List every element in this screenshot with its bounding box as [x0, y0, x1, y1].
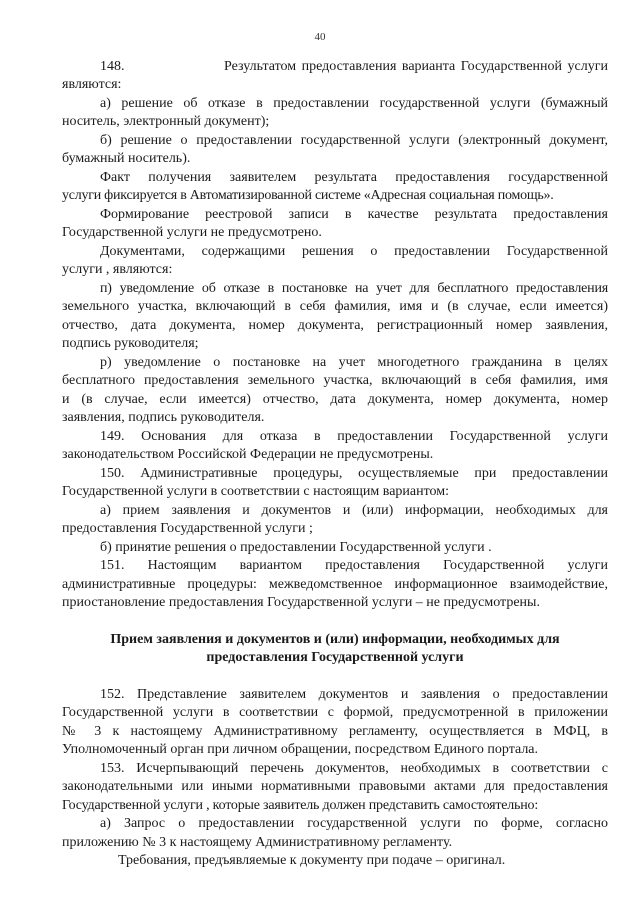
text-line: предоставления Государственной услуги ; [62, 521, 313, 536]
text-line: земельного участка, включающий в себя фамилия, имя и (в случае, если имеется) [62, 299, 608, 314]
text-line: Государственной услуги не предусмотрено. [62, 225, 322, 240]
text-line: 152. Представление заявителем документов и заявления о предоставлении [100, 687, 608, 702]
text-line: Формирование реестровой записи в качестве результата предоставления [100, 207, 608, 222]
text-line: Требования, предъявляемые к документу при подаче – оригинал. [118, 853, 506, 868]
text-line: Государственной услуги в соответствии с формой, предусмотренной в приложении [62, 705, 608, 720]
item-number: 148. [100, 59, 125, 74]
text-line: отчество, дата документа, номер документа, регистрационный номер заявления, [62, 318, 608, 333]
text-line: а) прием заявления и документов и (или) информации, необходимых для [100, 503, 608, 518]
text-line: административные процедуры: межведомственное информационное взаимодействие, [62, 577, 608, 592]
page-number: 40 [314, 31, 326, 43]
text-line: услуги фиксируется в Автоматизированной системе «Адресная социальная помощь». [62, 188, 554, 203]
text-line: б) принятие решения о предоставлении Государственной услуги . [100, 540, 492, 555]
text-line: Факт получения заявителем результата предоставления государственной [100, 170, 608, 185]
text-line: п) уведомление об отказе в постановке на учет для бесплатного предоставления [100, 281, 608, 296]
text-line: 153. Исчерпывающий перечень документов, необходимых в соответствии с [100, 761, 608, 776]
text-line: законодательством Российской Федерации не предусмотрены. [62, 447, 434, 462]
text-line: 150. Административные процедуры, осуществляемые при предоставлении [100, 466, 608, 481]
text-line: законодательными или иными нормативными правовыми актами для предоставления [62, 779, 608, 794]
text-line: б) решение о предоставлении государственной услуги (электронный документ, [100, 133, 608, 148]
text-line: приостановление предоставления Государственной услуги – не предусмотрены. [62, 595, 540, 610]
text-line: являются: [62, 77, 122, 92]
text-line: и (в случае, если имеется) отчество, дата документа, номер документа, номер [62, 392, 608, 407]
text-line: Документами, содержащими решения о предоставлении Государственной [100, 244, 608, 259]
text-line: подпись руководителя; [62, 336, 199, 351]
text-line: бесплатного предоставления земельного участка, включающий в себя фамилия, имя [62, 373, 608, 388]
text-line: услуги , являются: [62, 262, 173, 277]
text-line: 151. Настоящим вариантом предоставления Государственной услуги [100, 558, 608, 573]
text-line: № 3 к настоящему Административному регламенту, осуществляется в МФЦ, в [62, 724, 608, 739]
paragraph-148-line [100, 58, 608, 76]
section-heading: предоставления Государственной услуги [206, 650, 464, 665]
text-line: носитель, электронный документ); [62, 114, 270, 129]
text-line: Уполномоченный орган при личном обращении, посредством Единого портала. [62, 742, 539, 757]
text-line: Государственной услуги в соответствии с настоящим вариантом: [62, 484, 450, 499]
section-heading: Прием заявления и документов и (или) информации, необходимых для [110, 632, 560, 647]
text-line: а) Запрос о предоставлении государственной услуги по форме, согласно [100, 816, 608, 831]
text-line: бумажный носитель). [62, 151, 191, 166]
text-line: р) уведомление о постановке на учет многодетного гражданина в целях [100, 355, 608, 370]
text-line: заявления, подпись руководителя. [62, 410, 265, 425]
line-text: Результатом предоставления варианта Государственной услуги [224, 59, 608, 74]
text-line: приложению № 3 к настоящему Административному регламенту. [62, 835, 453, 850]
text-line: 149. Основания для отказа в предоставлении Государственной услуги [100, 429, 608, 444]
text-line: а) решение об отказе в предоставлении государственной услуги (бумажный [100, 96, 608, 111]
text-line: Государственной услуги , которые заявитель должен представить самостоятельно: [62, 798, 539, 813]
